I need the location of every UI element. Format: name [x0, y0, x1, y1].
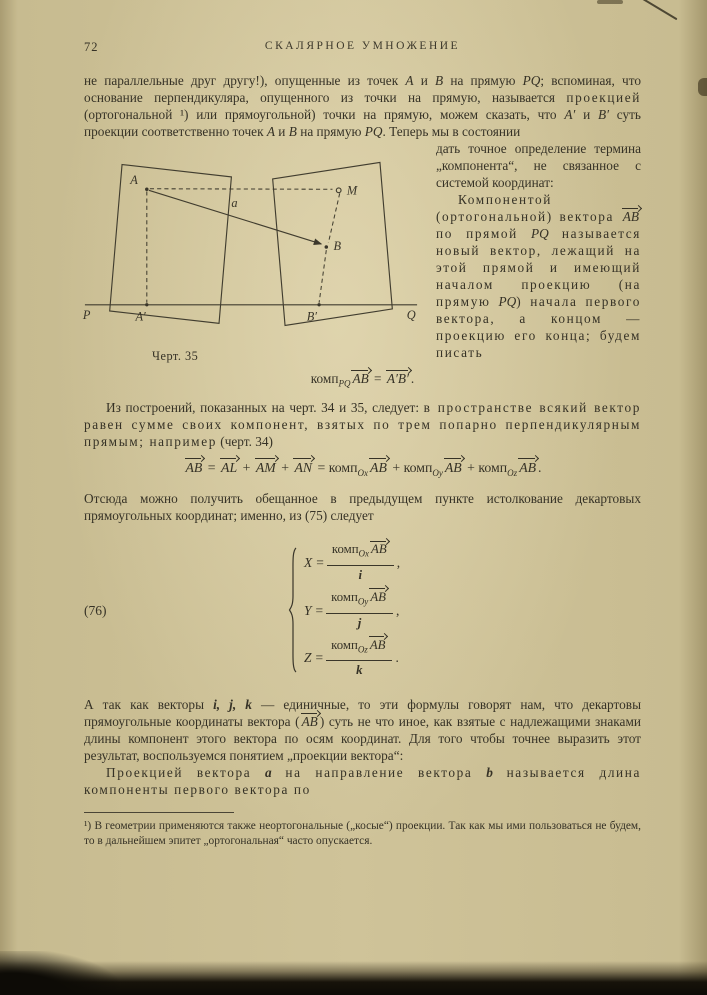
math-line-pq: PQ	[530, 226, 549, 241]
math-period: .	[410, 371, 415, 386]
math-subscript-ox: Ox	[357, 467, 369, 478]
figure-label-m: M	[346, 183, 358, 198]
text-segment: называется новый вектор, лежащий на этой прямой и имеющий началом проекцию (на прямую	[436, 226, 641, 309]
math-plus: +	[463, 459, 479, 475]
point-b-prime	[317, 303, 320, 306]
math-subscript: Ox	[358, 548, 370, 559]
math-subscript-oy: Oy	[432, 467, 443, 478]
point-m	[336, 188, 341, 193]
text-segment: ) суть не что иное, как взятые с надлежащими знаками длины компонент этого вектора по осям координат. Для того чтобы точнее выразить этот результат, воспользуемся понятием „проекции вектора“:	[84, 714, 641, 764]
math-vector-ab: AB	[352, 371, 369, 386]
text-segment: по прямой	[436, 226, 531, 241]
figure-caption: Черт. 35	[152, 349, 199, 363]
text-segment: Проекцией вектора	[106, 765, 265, 781]
text-segment: Компонентой (ортогональной) вектора	[436, 192, 621, 224]
math-vector-al: AL	[221, 459, 238, 475]
fraction	[326, 637, 392, 680]
math-vector-b: b	[486, 765, 493, 781]
dashed-a-to-m	[150, 189, 333, 190]
math-plus: +	[388, 459, 404, 475]
math-vector-ab: AB	[370, 589, 386, 604]
dashed-m-to-b	[328, 193, 339, 243]
text-segment: и	[575, 107, 598, 122]
point-a-prime	[145, 303, 148, 306]
math-vector-ab: AB	[369, 637, 386, 652]
math-vector-ab: AB	[370, 459, 387, 475]
math-equals: =	[316, 555, 324, 571]
math-equals: =	[204, 459, 220, 475]
equation-z	[304, 637, 400, 680]
text-segment: А так как векторы	[84, 697, 214, 713]
emphasized-statement: в пространстве всякий вектор равен сумме своих компонент, взятых по трем попарно перпендикулярным прямым; например	[84, 399, 641, 449]
text-segment: ; вспоминая, что основание перпендикуляра, опущенного из точки на прямую, называется	[84, 73, 642, 105]
math-operator-komp: комп	[331, 637, 358, 652]
math-period: .	[395, 650, 399, 666]
figure-label-b: B	[333, 239, 342, 254]
math-point: B	[288, 124, 297, 139]
math-operator-komp: комп	[331, 589, 358, 604]
text-segment: называется длина компоненты первого вектора по	[84, 765, 641, 798]
right-plane	[273, 162, 393, 325]
math-subscript: PQ	[338, 378, 351, 389]
text-segment: и	[413, 73, 436, 88]
math-y: Y	[304, 602, 312, 618]
figure-label-p: P	[82, 308, 91, 323]
text-segment: на прямую	[443, 73, 523, 88]
math-period: .	[538, 459, 542, 475]
text-segment: не параллельные друг другу!), опущенные из точек	[84, 73, 406, 88]
fraction-numerator	[326, 637, 392, 661]
math-operator-komp: комп	[403, 459, 433, 475]
math-point: B′	[597, 107, 609, 122]
equation-number: (76)	[84, 602, 107, 618]
math-subscript: Oz	[357, 644, 368, 655]
text-segment: ) начала первого вектора, а концом — проекцию его конца; будем писать	[436, 294, 641, 360]
math-operator-komp: комп	[331, 542, 359, 557]
figure-label-b-prime: B′	[306, 309, 317, 324]
math-operator-komp: комп	[328, 459, 358, 475]
math-point: A	[405, 73, 414, 88]
math-operator-komp: комп	[478, 459, 508, 475]
fraction-denominator: i	[327, 565, 394, 584]
formula-component-sum	[84, 459, 641, 482]
footnote-text: ¹) В геометрии применяются также неортогональные („косые“) проекции. Так как мы ими пользоваться не будем, то в дальнейшем эпитет „ортогональная“ часто опускается.	[84, 820, 641, 847]
text-segment: (черт. 34)	[216, 433, 273, 449]
math-operator-komp: комп	[310, 371, 339, 386]
math-z: Z	[304, 650, 312, 666]
text-segment: суть проекции соответственно точек	[84, 107, 641, 139]
math-unit-vectors: i, j, k	[213, 697, 252, 713]
math-subscript: Oy	[357, 596, 369, 607]
text-segment: . Теперь мы в состоянии	[382, 124, 521, 139]
text-segment: на направление вектора	[271, 765, 487, 781]
text-segment: Отсюда можно получить обещанное в предыдущем пункте истолкование декартовых прямоугольных координат; именно, из (75) следует	[84, 491, 641, 524]
math-line-pq: PQ	[364, 124, 383, 139]
figure-label-vector-a: a	[231, 195, 238, 210]
text-segment: на прямую	[296, 124, 365, 139]
text-segment: и	[274, 124, 289, 139]
page-number: 72	[84, 40, 99, 54]
math-equals: =	[370, 371, 385, 386]
fraction-numerator	[326, 589, 393, 613]
fraction-denominator: j	[326, 613, 393, 632]
scan-bottom-corner-shadow	[0, 951, 120, 995]
fraction-numerator	[327, 541, 394, 565]
system-rows	[304, 536, 400, 684]
math-plus: +	[239, 459, 254, 475]
equation-system-76	[84, 536, 641, 684]
scan-scratch-mark	[628, 0, 677, 20]
math-line-pq: PQ	[498, 294, 517, 309]
equation-x	[304, 541, 400, 584]
math-vector-ab: AB	[444, 459, 462, 475]
paragraph-coordinates	[84, 490, 641, 524]
figure-35	[80, 148, 422, 365]
math-point: B	[435, 73, 444, 88]
fraction	[327, 541, 394, 584]
math-equals: =	[315, 650, 324, 666]
fraction-denominator: k	[326, 660, 392, 679]
math-plus: +	[277, 459, 293, 475]
math-vector-ab: AB	[622, 209, 639, 224]
left-plane	[110, 165, 232, 324]
figure-35-drawing	[80, 148, 422, 344]
math-equals: =	[314, 459, 329, 475]
math-equals: =	[315, 602, 324, 618]
point-a	[145, 188, 149, 192]
paragraph-constructions	[84, 399, 641, 450]
footnote-divider	[84, 812, 234, 813]
system-brace	[288, 546, 298, 674]
paragraph-projection-definition	[84, 764, 641, 798]
scan-edge-smudge	[698, 78, 707, 96]
math-point: A	[266, 124, 275, 139]
figure-label-q: Q	[406, 308, 416, 323]
paragraph-unit-vectors	[84, 696, 641, 764]
text-segment: Из построений, показанных на черт. 34 и 35, следует:	[106, 399, 424, 415]
page-content	[84, 72, 641, 848]
point-b	[325, 245, 329, 249]
math-vector-an: AN	[294, 459, 313, 475]
math-vector-ab: AB	[519, 459, 537, 475]
math-vector-ab: AB	[185, 459, 203, 475]
text-segment: (ортогональной ¹) или прямоугольной) точки на прямую, можем сказать, что	[84, 107, 565, 122]
text-segment: дать точное определение термина „компонента“, не связанное с системой координат:	[436, 141, 641, 190]
math-line-pq: PQ	[522, 73, 541, 88]
text-segment: — единичные, то эти формулы говорят нам, что декартовы прямоугольные координаты вектора (	[84, 697, 642, 730]
math-comma: ,	[396, 555, 401, 571]
equation-y	[304, 589, 400, 632]
figure-label-a-prime: A′	[135, 309, 146, 324]
figure-label-a: A	[130, 173, 138, 188]
math-vector-am: AM	[255, 459, 276, 475]
math-x: X	[304, 555, 313, 571]
scan-top-smudge	[597, 0, 623, 4]
math-vector-ab: AB	[301, 714, 318, 730]
math-vector-apbp: A′B′	[386, 371, 409, 386]
running-head: СКАЛЯРНОЕ УМНОЖЕНИЕ	[264, 40, 461, 52]
formula-komp-definition	[84, 370, 641, 393]
math-vector-a: a	[265, 765, 272, 781]
math-vector-ab: AB	[371, 542, 387, 557]
math-comma: ,	[395, 602, 400, 618]
math-point: A′	[564, 107, 576, 122]
emphasized-term: проекцией	[566, 90, 641, 105]
page-header	[84, 40, 641, 56]
dashed-projection-b	[319, 250, 326, 303]
fraction	[326, 589, 393, 632]
math-subscript-oz: Oz	[507, 467, 518, 478]
paragraph-intro	[84, 72, 641, 140]
